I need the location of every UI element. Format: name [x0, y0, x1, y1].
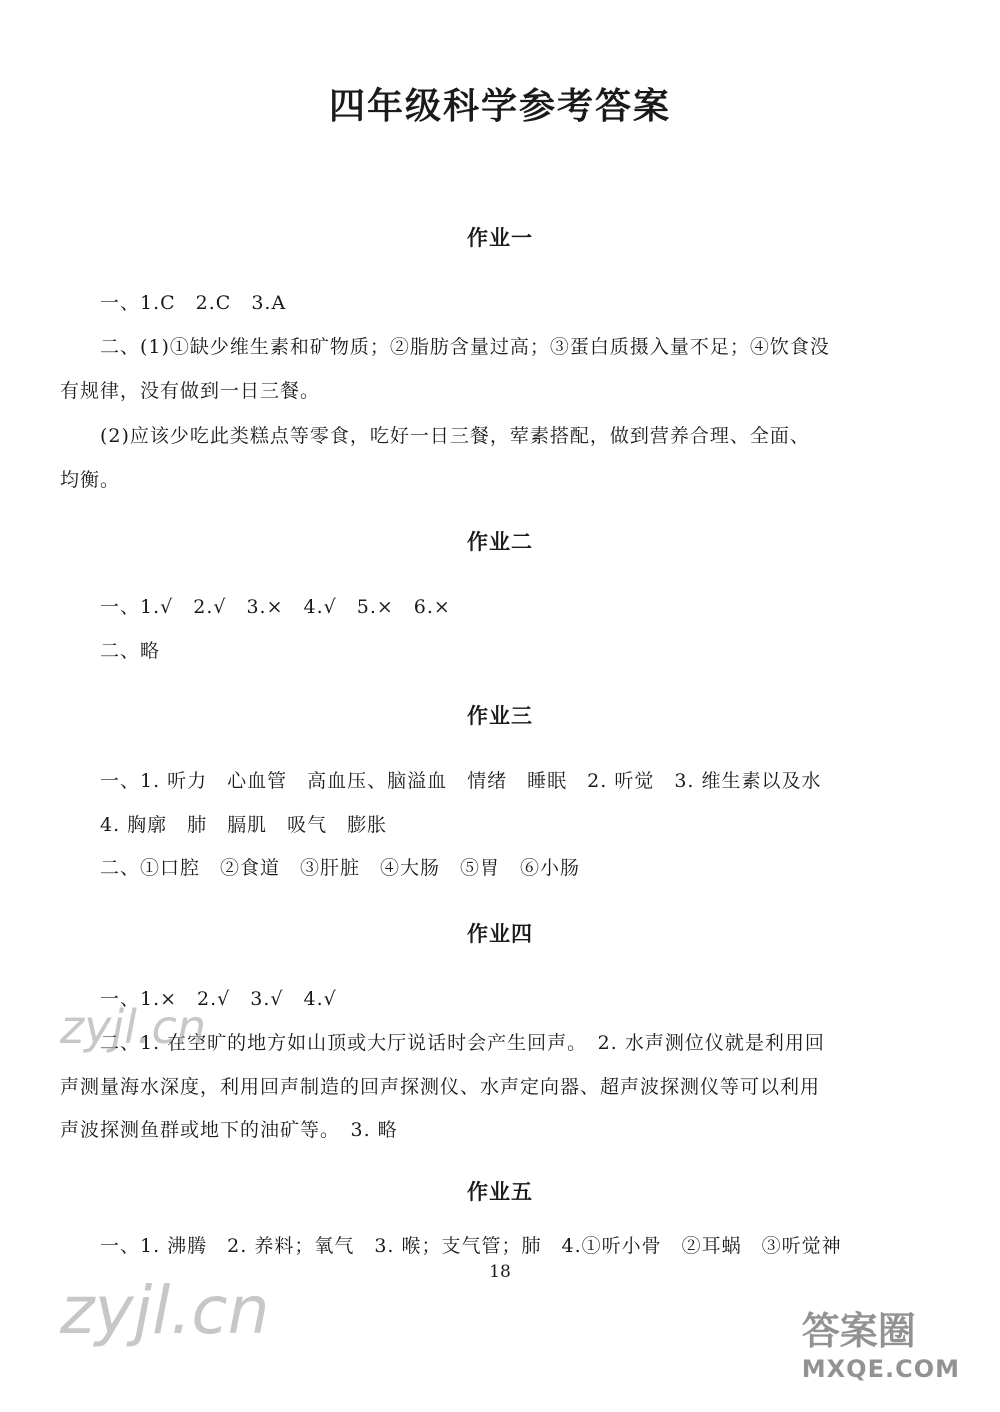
corner-logo-text: 答案圈	[801, 1309, 916, 1353]
answer-line: 一、1.√ 2.√ 3.× 4.√ 5.× 6.×	[100, 596, 451, 618]
answer-line: 声测量海水深度，利用回声制造的回声探测仪、水声定向器、超声波探测仪等可以利用	[60, 1076, 821, 1098]
answer-line: 二、(1)①缺少维生素和矿物质；②脂肪含量过高；③蛋白质摄入量不足；④饮食没	[100, 336, 830, 358]
page-title: 四年级科学参考答案	[328, 85, 671, 127]
answer-line: 一、1.C 2.C 3.A	[100, 292, 287, 314]
section-title-2: 作业二	[467, 529, 533, 554]
corner-logo-domain: MXQE.COM	[801, 1355, 960, 1383]
section-title-5: 作业五	[467, 1179, 533, 1204]
answer-line: 二、略	[100, 640, 161, 662]
answer-line: 一、1.× 2.√ 3.√ 4.√	[100, 988, 337, 1010]
watermark-small: zyjl.cn	[60, 1000, 206, 1054]
watermark-large: zyjl.cn	[60, 1272, 270, 1349]
answer-line: 有规律，没有做到一日三餐。	[60, 380, 321, 402]
answer-line: 一、1. 沸腾 2. 养料；氧气 3. 喉；支气管；肺 4.①听小骨 ②耳蜗 ③听觉神	[100, 1235, 842, 1257]
answer-line: 一、1. 听力 心血管 高血压、脑溢血 情绪 睡眠 2. 听觉 3. 维生素以及水	[100, 770, 822, 792]
answer-line: 二、①口腔 ②食道 ③肝脏 ④大肠 ⑤胃 ⑥小肠	[100, 857, 581, 879]
answer-line: 二、1. 在空旷的地方如山顶或大厅说话时会产生回声。 2. 水声测位仪就是利用回	[100, 1032, 825, 1054]
section-title-4: 作业四	[467, 921, 533, 946]
page-number: 18	[489, 1262, 511, 1282]
answer-line: 4. 胸廓 肺 膈肌 吸气 膨胀	[100, 814, 388, 836]
corner-logo	[802, 1300, 960, 1383]
answer-line: 均衡。	[60, 469, 121, 491]
answer-line: 声波探测鱼群或地下的油矿等。 3. 略	[60, 1119, 398, 1141]
section-title-3: 作业三	[467, 703, 533, 728]
section-title-1: 作业一	[467, 225, 533, 250]
answer-line: (2)应该少吃此类糕点等零食，吃好一日三餐，荤素搭配，做到营养合理、全面、	[100, 425, 810, 447]
